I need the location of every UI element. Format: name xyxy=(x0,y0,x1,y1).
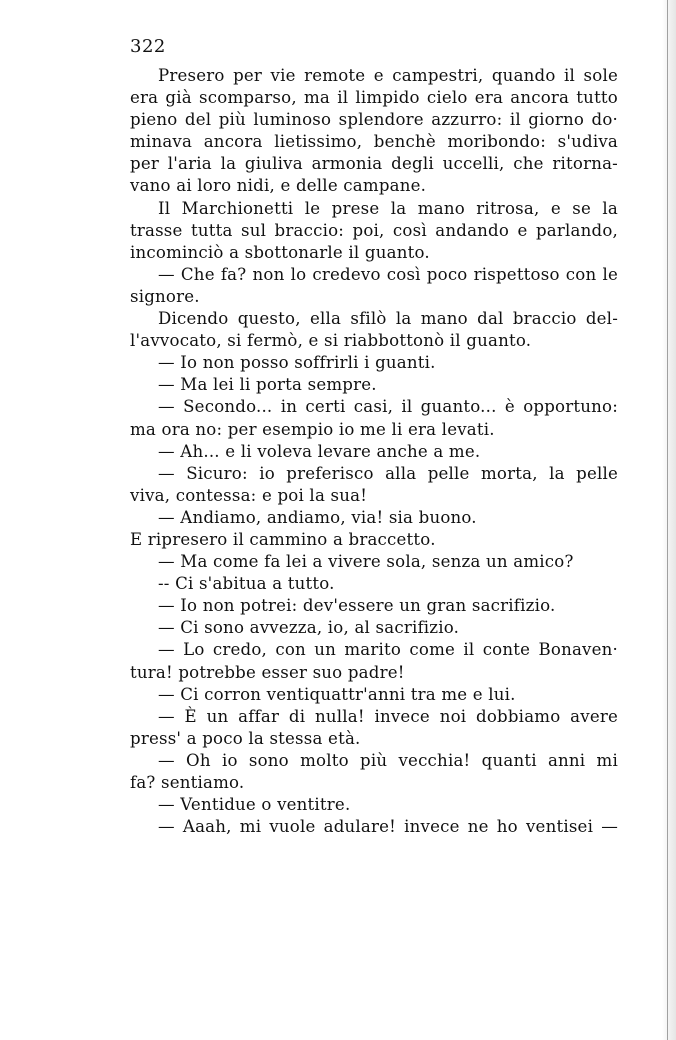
text-line: -- Ci s'abitua a tutto. xyxy=(158,574,335,594)
text-line: — Ma lei li porta sempre. xyxy=(158,375,377,395)
text-line: Il Marchionetti le prese la mano ritrosa, e se la xyxy=(158,198,618,218)
text-line: era già scomparso, ma il limpido cielo era ancora tutto xyxy=(130,88,618,108)
text-line: — Che fa? non lo credevo così poco rispettoso con le xyxy=(158,264,618,284)
text-line: ma ora no: per esempio io me li era levati. xyxy=(130,419,495,439)
text-line: signore. xyxy=(130,286,200,306)
text-line: pieno del più luminoso splendore azzurro: il giorno do· xyxy=(130,110,618,130)
text-line: E ripresero il cammino a braccetto. xyxy=(130,529,436,549)
page-edge-line xyxy=(667,0,668,1040)
text-line: Dicendo questo, ella sfilò la mano dal braccio del- xyxy=(158,309,618,329)
text-line: per l'aria la giuliva armonia degli uccelli, che ritorna- xyxy=(130,154,618,174)
text-line: — Ventidue o ventitre. xyxy=(158,795,351,815)
text-line: vano ai loro nidi, e delle campane. xyxy=(130,176,427,196)
text-line: — Aaah, mi vuole adulare! invece ne ho ventisei — xyxy=(158,817,618,837)
text-line: — Andiamo, andiamo, via! sia buono. xyxy=(158,507,477,527)
text-line: l'avvocato, si fermò, e si riabbottonò il guanto. xyxy=(130,331,532,351)
text-line: — Sicuro: io preferisco alla pelle morta, la pelle xyxy=(158,463,618,483)
text-line: — Io non potrei: dev'essere un gran sacrifizio. xyxy=(158,596,556,616)
text-line: Presero per vie remote e campestri, quando il sole xyxy=(158,66,618,85)
text-line: — Lo credo, con un marito come il conte Bonaven· xyxy=(158,640,618,660)
text-line: — È un affar di nulla! invece noi dobbiamo avere xyxy=(158,706,618,726)
text-line: — Secondo... in certi casi, il guanto... è opportuno: xyxy=(158,397,618,417)
text-line: — Ma come fa lei a vivere sola, senza un amico? xyxy=(158,552,574,572)
text-line: minava ancora lietissimo, benchè moribondo: s'udiva xyxy=(130,132,618,152)
text-line: — Oh io sono molto più vecchia! quanti anni mi xyxy=(158,750,618,770)
text-line: viva, contessa: e poi la sua! xyxy=(130,485,368,505)
text-line: — Ci corron ventiquattr'anni tra me e lui. xyxy=(158,684,516,704)
body-text xyxy=(130,65,618,838)
text-line: — Io non posso soffrirli i guanti. xyxy=(158,353,436,373)
text-line: trasse tutta sul braccio: poi, così andando e parlando, xyxy=(130,220,618,240)
page-edge-shadow xyxy=(662,0,676,1040)
text-line: — Ci sono avvezza, io, al sacrifizio. xyxy=(158,618,460,638)
page-number: 322 xyxy=(130,36,166,57)
text-line: tura! potrebbe esser suo padre! xyxy=(130,662,405,682)
text-line: press' a poco la stessa età. xyxy=(130,728,361,748)
text-line: — Ah... e li voleva levare anche a me. xyxy=(158,441,481,461)
text-line: incominciò a sbottonarle il guanto. xyxy=(130,242,430,262)
text-line: fa? sentiamo. xyxy=(130,773,245,792)
